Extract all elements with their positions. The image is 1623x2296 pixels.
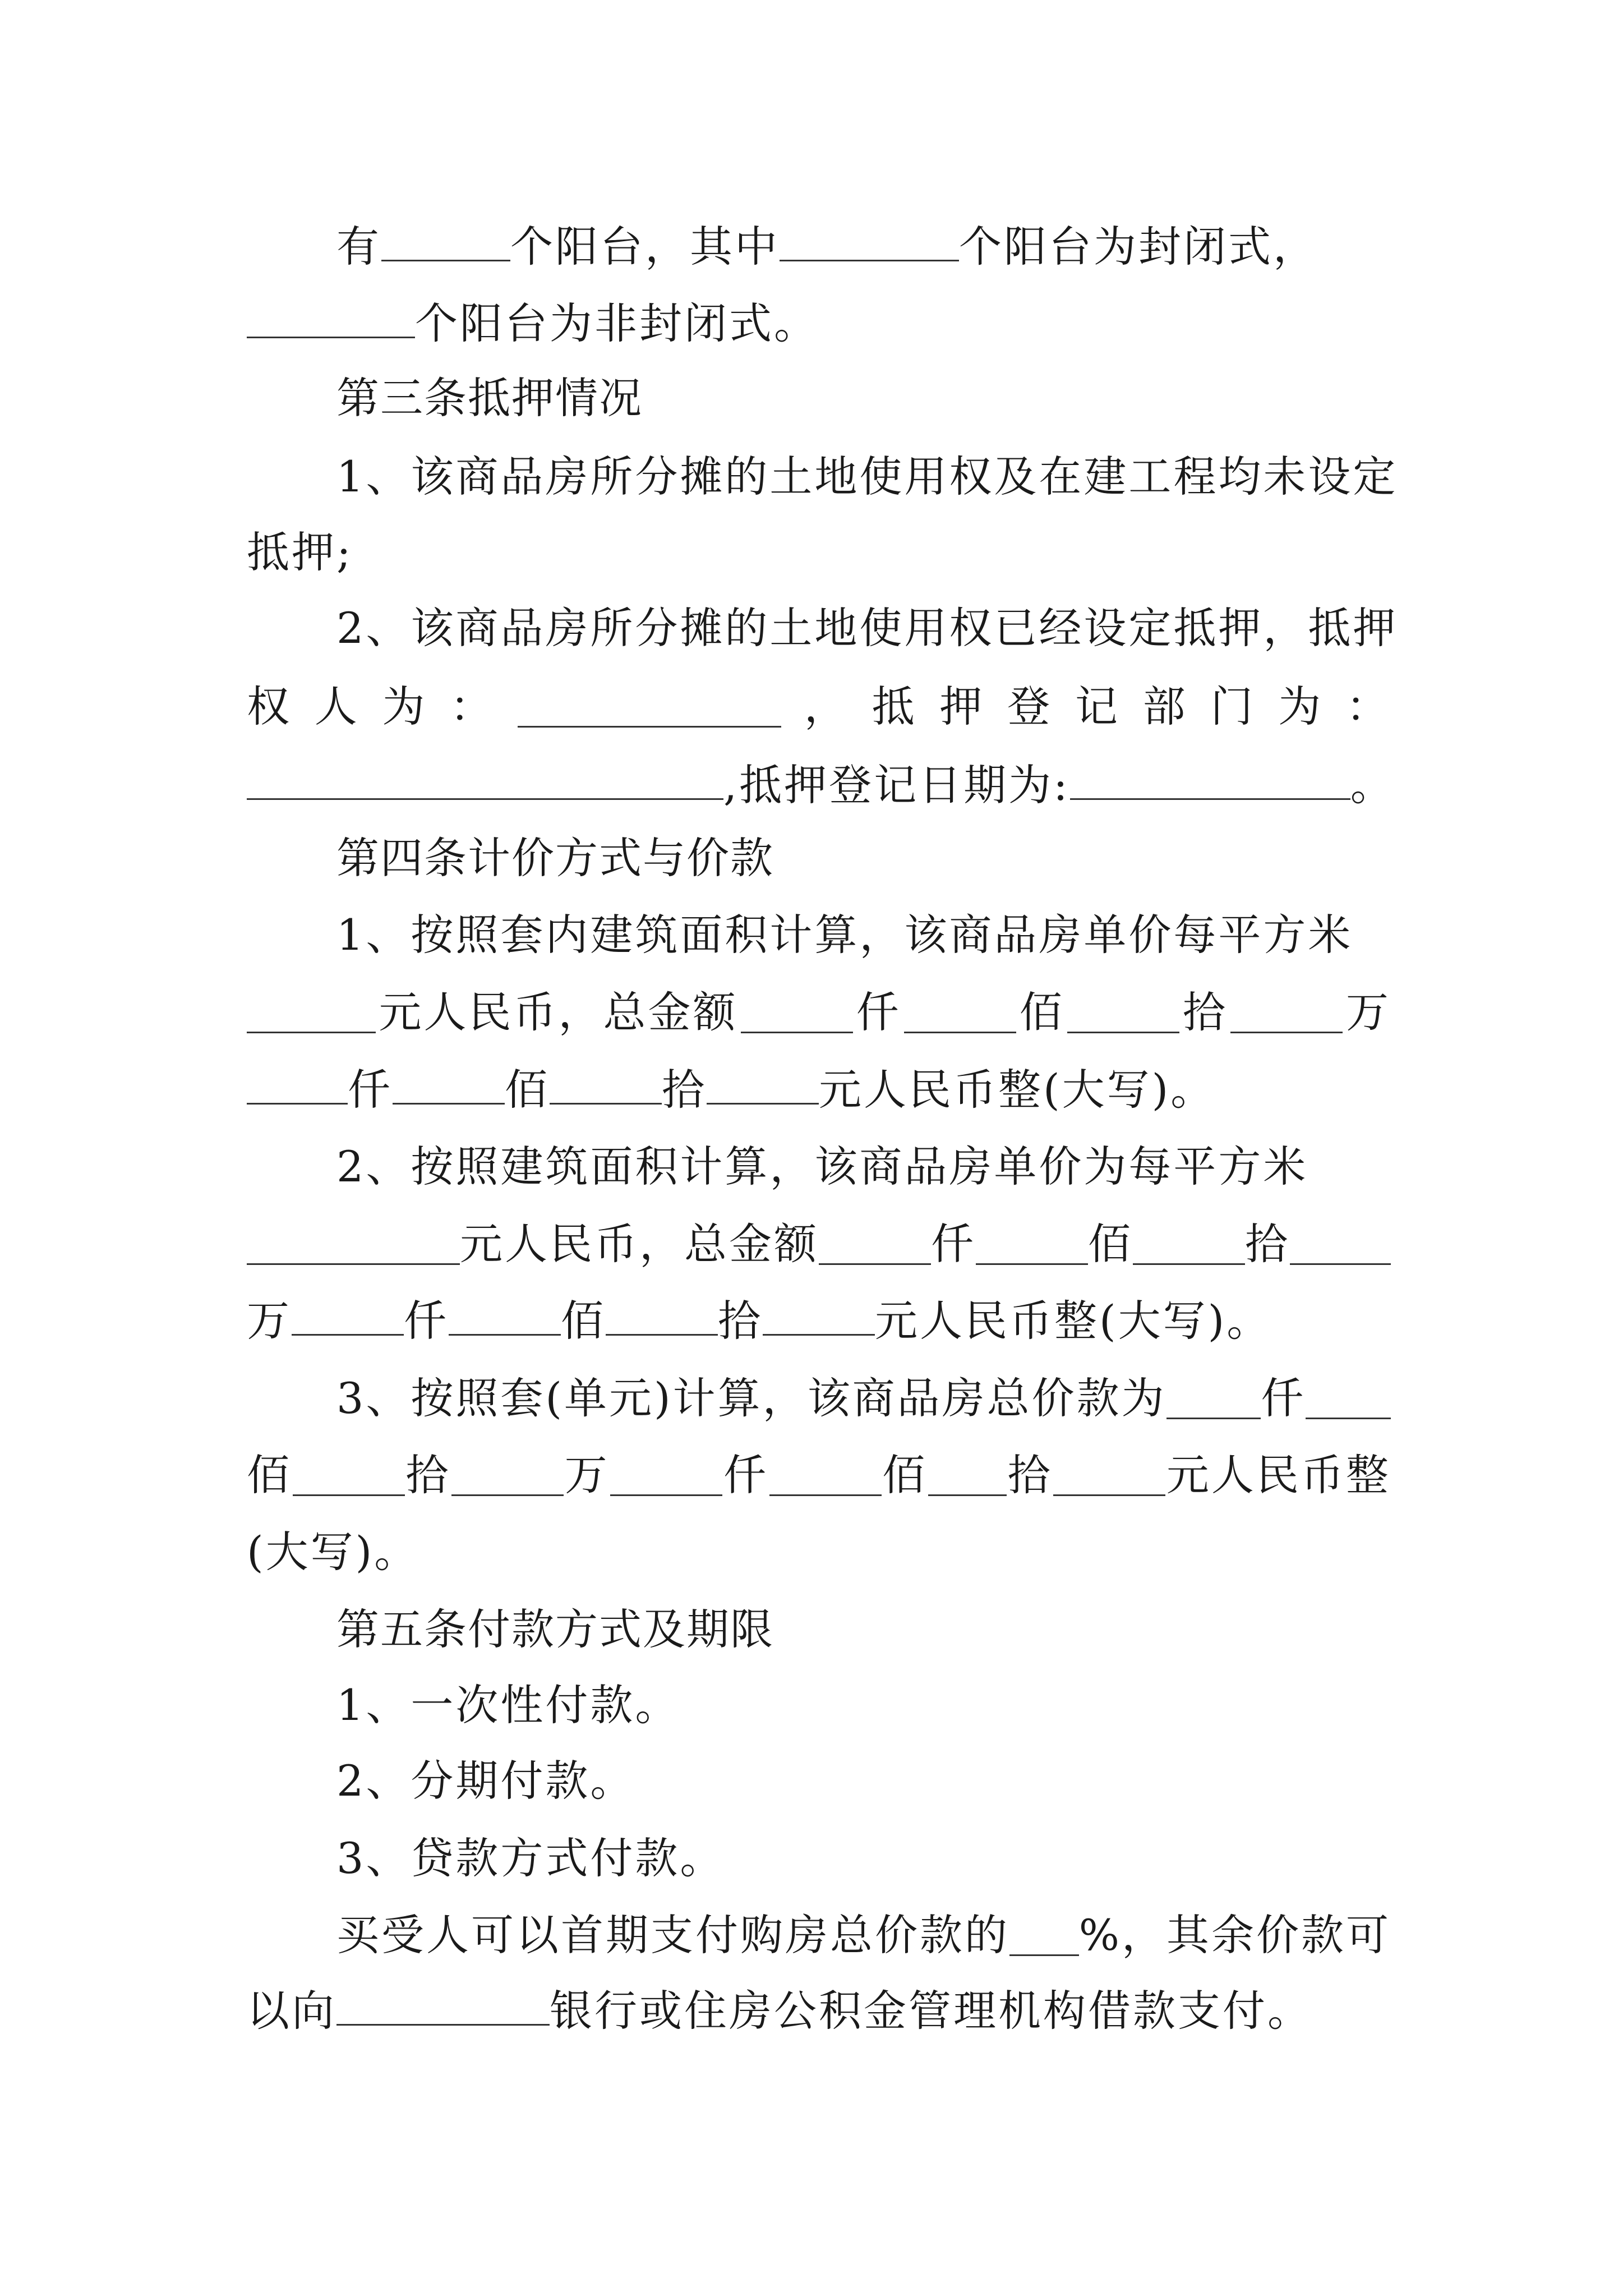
- paragraph-5-4-cont: [247, 1980, 1391, 2042]
- blank-field[interactable]: [247, 992, 376, 1033]
- text: 仟: [856, 987, 901, 1037]
- text: 拾: [1182, 987, 1228, 1037]
- text: 押: [939, 682, 985, 731]
- text: 仟: [404, 1296, 449, 1346]
- text: ,抵押登记日期为:: [723, 760, 1070, 810]
- blank-field[interactable]: [741, 992, 853, 1033]
- blank-field[interactable]: [904, 992, 1016, 1033]
- text: 以向: [247, 1986, 336, 2036]
- mortgagee-blank[interactable]: [518, 687, 781, 728]
- text: 元人民币，总金额: [379, 987, 738, 1037]
- text: 仟: [348, 1065, 393, 1115]
- blank-field[interactable]: [247, 1224, 460, 1265]
- paragraph-4-3: [336, 1368, 1391, 1429]
- text: 登: [1007, 682, 1053, 731]
- text: ：: [450, 682, 495, 731]
- paragraph-4-3-cont: [247, 1444, 1391, 1506]
- blank-field[interactable]: [1067, 992, 1179, 1033]
- section-heading-4: 第四条计价方式与价款: [336, 833, 774, 883]
- blank-field[interactable]: [606, 1295, 718, 1336]
- text: 元人民币整(大写)。: [875, 1296, 1272, 1346]
- paragraph-3-2-cont: [247, 676, 1391, 738]
- text: 元人民币，总金额: [460, 1219, 819, 1269]
- text: 买受人可以首期支付购房总价款的: [336, 1910, 1009, 1960]
- blank-field[interactable]: [1306, 1378, 1391, 1419]
- text: 佰: [561, 1296, 606, 1346]
- paragraph-4-3-cont2: (大写)。: [247, 1527, 419, 1577]
- blank-field[interactable]: [780, 220, 959, 261]
- section-heading-5: 第五条付款方式及期限: [336, 1604, 774, 1654]
- blank-field[interactable]: [247, 1064, 348, 1105]
- blank-field[interactable]: [928, 1455, 1007, 1496]
- text: 抵: [872, 682, 917, 731]
- text: 。: [1350, 760, 1395, 810]
- paragraph-5-1: 1、一次性付款。: [336, 1680, 680, 1730]
- text: 佰: [882, 1450, 928, 1500]
- paragraph-4-2-cont2: [247, 1290, 1391, 1352]
- text: 银行或住房公积金管理机构借款支付。: [550, 1986, 1312, 2036]
- text: 部: [1142, 682, 1188, 731]
- blank-field[interactable]: [707, 1064, 819, 1105]
- text: 个阳台为非封闭式。: [415, 298, 819, 348]
- paragraph-4-1: 1、按照套内建筑面积计算，该商品房单价每平方米: [336, 910, 1353, 960]
- text: 万: [247, 1296, 292, 1346]
- text: 为: [382, 682, 427, 731]
- registration-dept-blank[interactable]: [247, 759, 723, 800]
- text: 万: [1345, 987, 1391, 1037]
- text: 记: [1075, 682, 1120, 731]
- text: 佰: [247, 1450, 292, 1500]
- text: 元人民币整(大写)。: [819, 1065, 1216, 1115]
- blank-field[interactable]: [1133, 1224, 1245, 1265]
- blank-field[interactable]: [451, 1455, 564, 1496]
- paragraph-4-2: 2、按照建筑面积计算，该商品房单价为每平方米: [336, 1142, 1308, 1191]
- blank-field[interactable]: [550, 1064, 662, 1105]
- text: 为: [1278, 682, 1324, 731]
- text: 权: [247, 682, 292, 731]
- registration-date-blank[interactable]: [1070, 759, 1350, 800]
- text: ，: [804, 682, 849, 731]
- balcony-line-1: [336, 216, 1391, 278]
- text: 有: [336, 222, 381, 272]
- blank-field[interactable]: [769, 1455, 882, 1496]
- blank-field[interactable]: [449, 1295, 561, 1336]
- blank-field[interactable]: [293, 1455, 405, 1496]
- text: 仟: [931, 1219, 976, 1269]
- text: 拾: [718, 1296, 763, 1346]
- paragraph-4-1-cont2: [247, 1059, 1391, 1121]
- paragraph-3-1-cont: 抵押;: [247, 527, 353, 577]
- text: 个阳台为封闭式，: [959, 222, 1318, 272]
- text: 人: [314, 682, 359, 731]
- text: 拾: [662, 1065, 707, 1115]
- text: 佰: [1088, 1219, 1133, 1269]
- section-heading-3: 第三条抵押情况: [336, 373, 643, 423]
- blank-field[interactable]: [381, 220, 510, 261]
- text: 个阳台，其中: [510, 222, 780, 272]
- paragraph-5-2: 2、分期付款。: [336, 1756, 635, 1806]
- blank-field[interactable]: [1290, 1224, 1391, 1265]
- text: 仟: [723, 1450, 768, 1500]
- text: 拾: [1007, 1450, 1053, 1500]
- paragraph-3-1: 1、该商品房所分摊的土地使用权及在建工程均未设定: [336, 452, 1398, 501]
- blank-field[interactable]: [247, 297, 415, 338]
- bank-name-blank[interactable]: [336, 1985, 550, 2026]
- blank-field[interactable]: [1053, 1455, 1165, 1496]
- down-payment-percent-blank[interactable]: [1009, 1915, 1079, 1956]
- paragraph-5-3: 3、贷款方式付款。: [336, 1833, 725, 1883]
- blank-field[interactable]: [610, 1455, 722, 1496]
- text: 万: [564, 1450, 610, 1500]
- text: 门: [1210, 682, 1256, 731]
- text: %，其余价款可: [1078, 1910, 1391, 1960]
- text: 元人民币整: [1166, 1450, 1391, 1500]
- balcony-line-2: [247, 293, 1391, 355]
- paragraph-3-2-cont2: [247, 754, 1395, 816]
- blank-field[interactable]: [393, 1064, 505, 1105]
- blank-field[interactable]: [1230, 992, 1343, 1033]
- paragraph-3-2: 2、该商品房所分摊的土地使用权已经设定抵押，抵押: [336, 603, 1398, 653]
- blank-field[interactable]: [819, 1224, 931, 1265]
- text: 佰: [1019, 987, 1064, 1037]
- blank-field[interactable]: [763, 1295, 875, 1336]
- blank-field[interactable]: [1166, 1378, 1261, 1419]
- text: ：: [1345, 682, 1391, 731]
- text: 仟: [1261, 1373, 1306, 1423]
- text: 3、按照套(单元)计算，该商品房总价款为: [336, 1373, 1166, 1423]
- paragraph-5-4: [336, 1904, 1391, 1966]
- paragraph-4-2-cont: [247, 1213, 1391, 1275]
- text: 佰: [505, 1065, 550, 1115]
- text: 拾: [1245, 1219, 1290, 1269]
- blank-field[interactable]: [292, 1295, 404, 1336]
- paragraph-4-1-cont: [247, 982, 1391, 1043]
- text: 拾: [405, 1450, 451, 1500]
- blank-field[interactable]: [976, 1224, 1088, 1265]
